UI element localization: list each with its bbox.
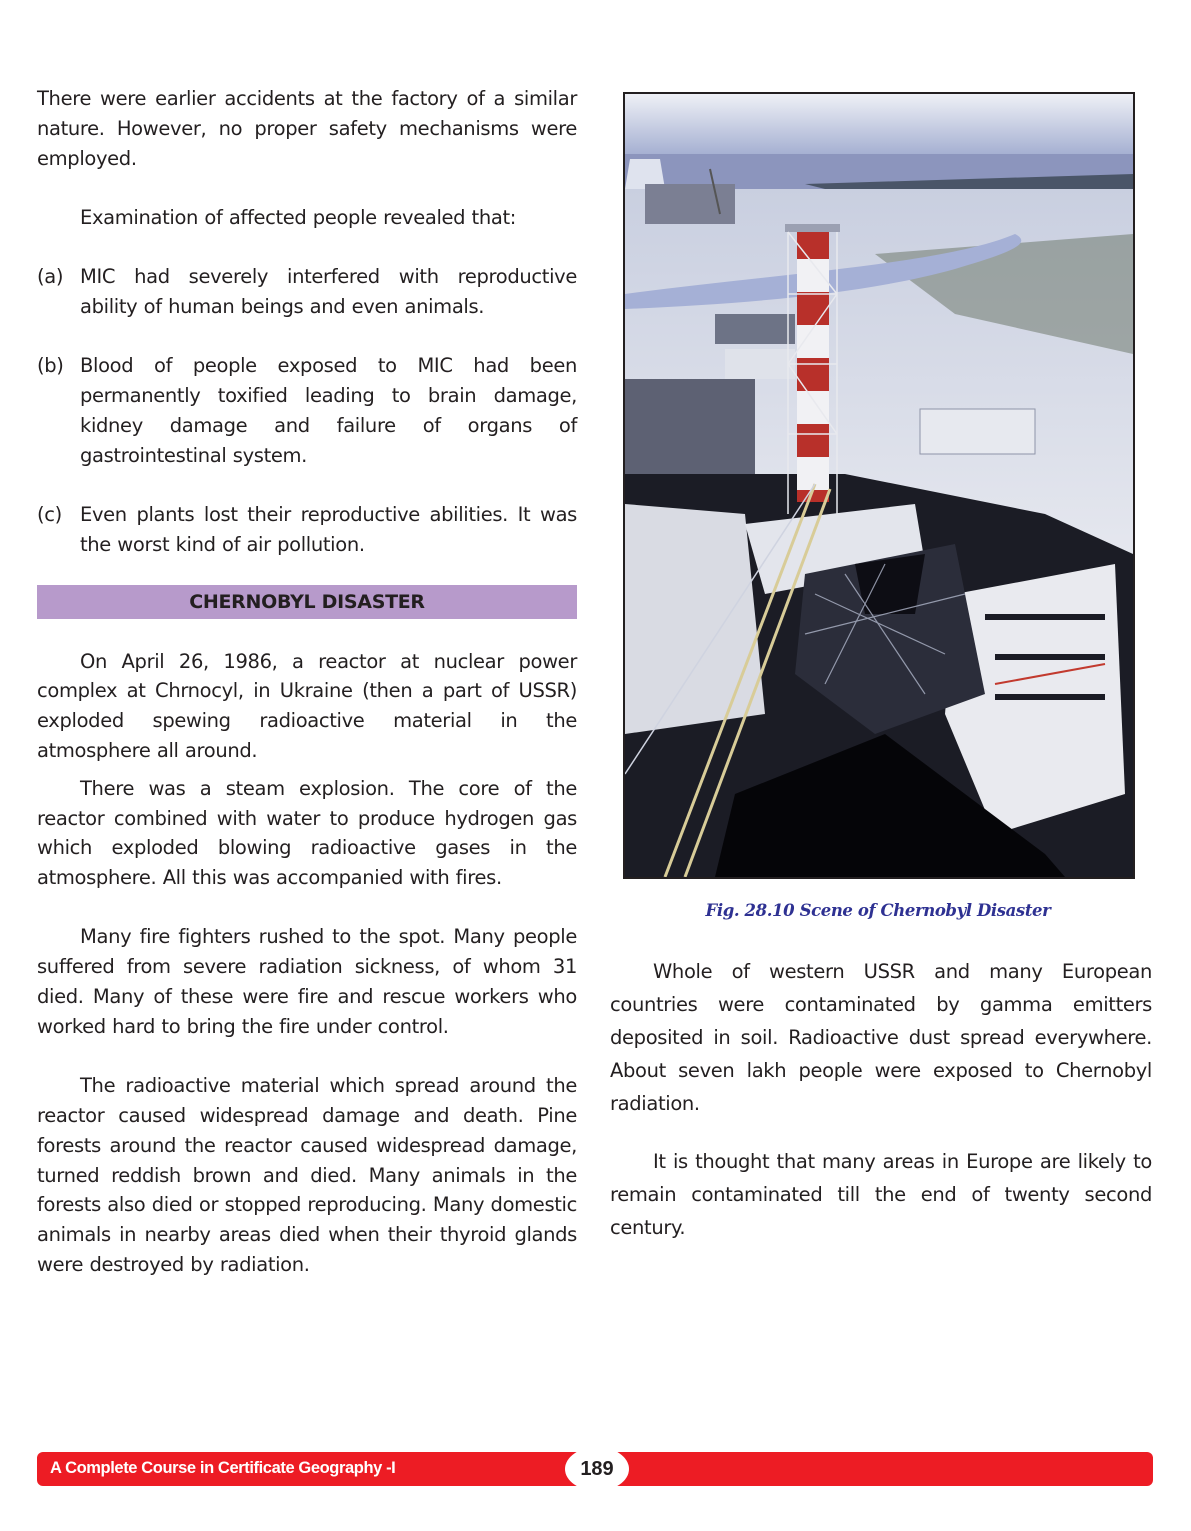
- finding-label: (c): [37, 502, 62, 526]
- chernobyl-paragraph-3: Many fire fighters rushed to the spot. Many people suffered from severe radiation sickness, of whom 31 died. Many of these were fire and rescue workers who worked hard to bring the fire under control.: [37, 925, 577, 1038]
- right-column: [610, 955, 1152, 1244]
- europe-paragraph: It is thought that many areas in Europe are likely to remain contaminated till the end of twenty second century.: [610, 1150, 1152, 1239]
- section-heading: CHERNOBYL DISASTER: [37, 585, 577, 619]
- finding-item-c: [37, 500, 577, 560]
- finding-text: Even plants lost their reproductive abilities. It was the worst kind of air pollution.: [80, 502, 577, 556]
- finding-item-a: [37, 262, 577, 322]
- figure-caption: Fig. 28.10 Scene of Chernobyl Disaster: [705, 901, 1051, 920]
- finding-text: MIC had severely interfered with reproductive ability of human beings and even animals.: [80, 265, 577, 318]
- finding-item-b: [37, 351, 577, 470]
- finding-label: (a): [37, 265, 64, 289]
- page-footer: [37, 1452, 1153, 1486]
- chernobyl-paragraph-4: The radioactive material which spread around the reactor caused widespread damage and death. Pine forests around the reactor caused widespread damage, turned reddish brown and died. Many animals in the forests also died or stopped reproducing. Many domestic animals in nearby areas died when their thyroid glands were destroyed by radiation.: [37, 1074, 577, 1276]
- finding-label: (b): [37, 354, 64, 378]
- chernobyl-paragraph-1: On April 26, 1986, a reactor at nuclear power complex at Chrnocyl, in Ukraine (then a part of USSR) exploded spewing radioactive material in the atmosphere all around.: [37, 649, 577, 762]
- book-title: A Complete Course in Certificate Geography -I: [50, 1459, 396, 1477]
- chernobyl-paragraph-2: There was a steam explosion. The core of the reactor combined with water to produce hydrogen gas which exploded blowing radioactive gases in the atmosphere. All this was accompanied with fires.: [37, 776, 577, 890]
- page-number: 189: [565, 1447, 629, 1491]
- left-column: [37, 84, 577, 1280]
- chernobyl-photo: [623, 92, 1135, 879]
- examination-intro: Examination of affected people revealed that:: [80, 205, 516, 229]
- intro-paragraph: There were earlier accidents at the factory of a similar nature. However, no proper safety mechanisms were employed.: [37, 87, 577, 170]
- contamination-paragraph: Whole of western USSR and many European countries were contaminated by gamma emitters deposited in soil. Radioactive dust spread everywhere. About seven lakh people were exposed to Chernobyl radiation.: [610, 960, 1152, 1115]
- photo-illustration: [625, 94, 1133, 877]
- finding-text: Blood of people exposed to MIC had been permanently toxified leading to brain damage, kidney damage and failure of organs of gastrointestinal system.: [80, 354, 577, 467]
